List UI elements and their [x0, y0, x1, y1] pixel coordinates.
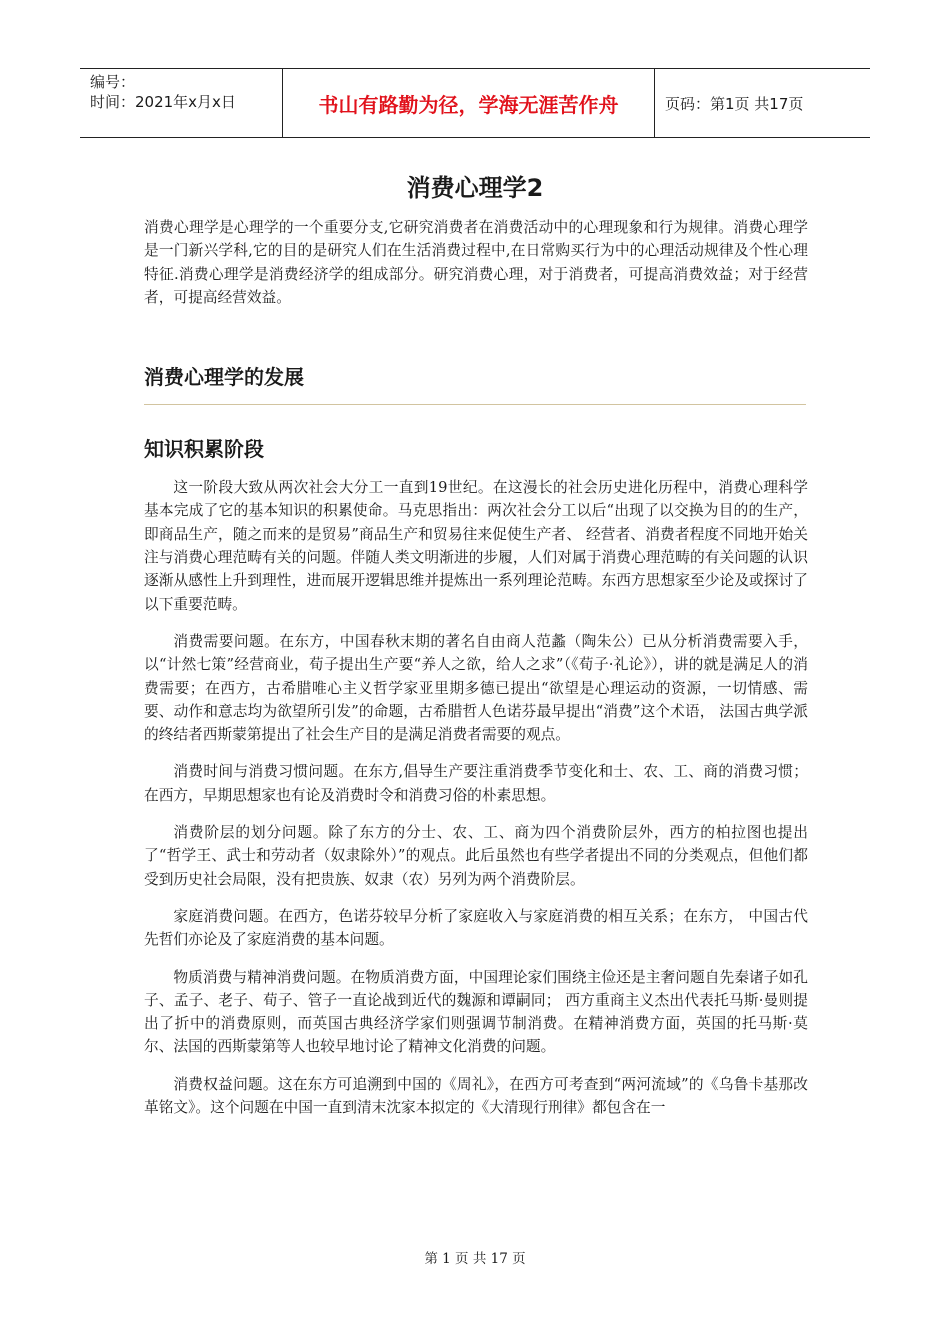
motto-cell [283, 69, 655, 137]
header-table [80, 68, 870, 138]
section-heading-knowledge: 知识积累阶段 [144, 437, 264, 462]
section-heading-development: 消费心理学的发展 [144, 365, 304, 390]
body-paragraph: 物质消费与精神消费问题。在物质消费方面，中国理论家们围绕主俭还是主奢问题自先秦诸子如孔子、孟子、老子、荀子、管子一直论战到近代的魏源和谭嗣同； 西方重商主义杰出代表托马斯·曼则提出了折中的消费原则，而英国古典经济学家们则强调节制消费。在精神消费方面，英国的托马斯·莫尔、法国的西斯蒙第等人也较早地讨论了精神文化消费的问题。 [144, 968, 808, 1056]
section-divider [144, 404, 806, 405]
body-paragraph: 消费权益问题。这在东方可追溯到中国的《周礼》，在西方可考查到“两河流域”的《乌鲁卡基那改革铭文》。这个问题在中国一直到清末沈家本拟定的《大清现行刑律》都包含在一 [144, 1075, 808, 1117]
body-paragraph: 家庭消费问题。在西方，色诺芬较早分析了家庭收入与家庭消费的相互关系；在东方， 中国古代先哲们亦论及了家庭消费的基本问题。 [144, 907, 808, 949]
body-paragraph: 消费需要问题。在东方，中国春秋末期的著名自由商人范蠡（陶朱公）已从分析消费需要入手，以“计然七策”经营商业，荀子提出生产要“养人之欲，给人之求”（《荀子·礼论》），讲的就是满足人的消费需要；在西方，古希腊唯心主义哲学家亚里期多德已提出“欲望是心理运动的资源，一切情感、需要、动作和意志均为欲望所引发”的命题，古希腊哲人色诺芬最早提出“消费”这个术语， 法国古典学派的终结者西斯蒙第提出了社会生产目的是满足消费者需要的观点。 [144, 632, 808, 744]
time-label: 时间：2021年x月x日 [90, 93, 236, 111]
document-title: 消费心理学2 [406, 174, 544, 202]
header-meta-cell [80, 69, 283, 137]
document-body [144, 216, 808, 1119]
body-paragraph: 这一阶段大致从两次社会大分工一直到19世纪。在这漫长的社会历史进化历程中，消费心理科学基本完成了它的基本知识的积累使命。马克思指出：两次社会分工以后“出现了以交换为目的的生产，即商品生产，随之而来的是贸易”商品生产和贸易往来促使生产者、 经营者、消费者程度不同地开始关注与消费心理范畴有关的问题。伴随人类文明渐进的步履，人们对属于消费心理范畴的有关问题的认识逐渐从感性上升到理性，进而展开逻辑思维并提炼出一系列理论范畴。东西方思想家至少论及或探讨了以下重要范畴。 [144, 479, 808, 613]
motto: 书山有路勤为径，学海无涯苦作舟 [318, 92, 619, 117]
number-label: 编号： [90, 73, 136, 91]
body-paragraph: 消费时间与消费习惯问题。在东方,倡导生产要注重消费季节变化和士、农、工、商的消费习惯；在西方，早期思想家也有论及消费时令和消费习俗的朴素思想。 [144, 763, 808, 804]
page-info: 页码：第1页 共17页 [665, 94, 804, 113]
page-info-cell [655, 69, 870, 137]
body-paragraph: 消费阶层的划分问题。除了东方的分士、农、工、商为四个消费阶层外，西方的柏拉图也提出了“哲学王、武士和劳动者（奴隶除外）”的观点。此后虽然也有些学者提出不同的分类观点，但他们都受到历史社会局限，没有把贵族、奴隶（农）另列为两个消费阶层。 [144, 824, 808, 888]
page-footer: 第 1 页 共 17 页 [424, 1251, 526, 1267]
intro-paragraph: 消费心理学是心理学的一个重要分支,它研究消费者在消费活动中的心理现象和行为规律。消费心理学是一门新兴学科,它的目的是研究人们在生活消费过程中,在日常购买行为中的心理活动规律及个性心理特征.消费心理学是消费经济学的组成部分。研究消费心理，对于消费者，可提高消费效益；对于经营者，可提高经营效益。 [144, 219, 808, 306]
